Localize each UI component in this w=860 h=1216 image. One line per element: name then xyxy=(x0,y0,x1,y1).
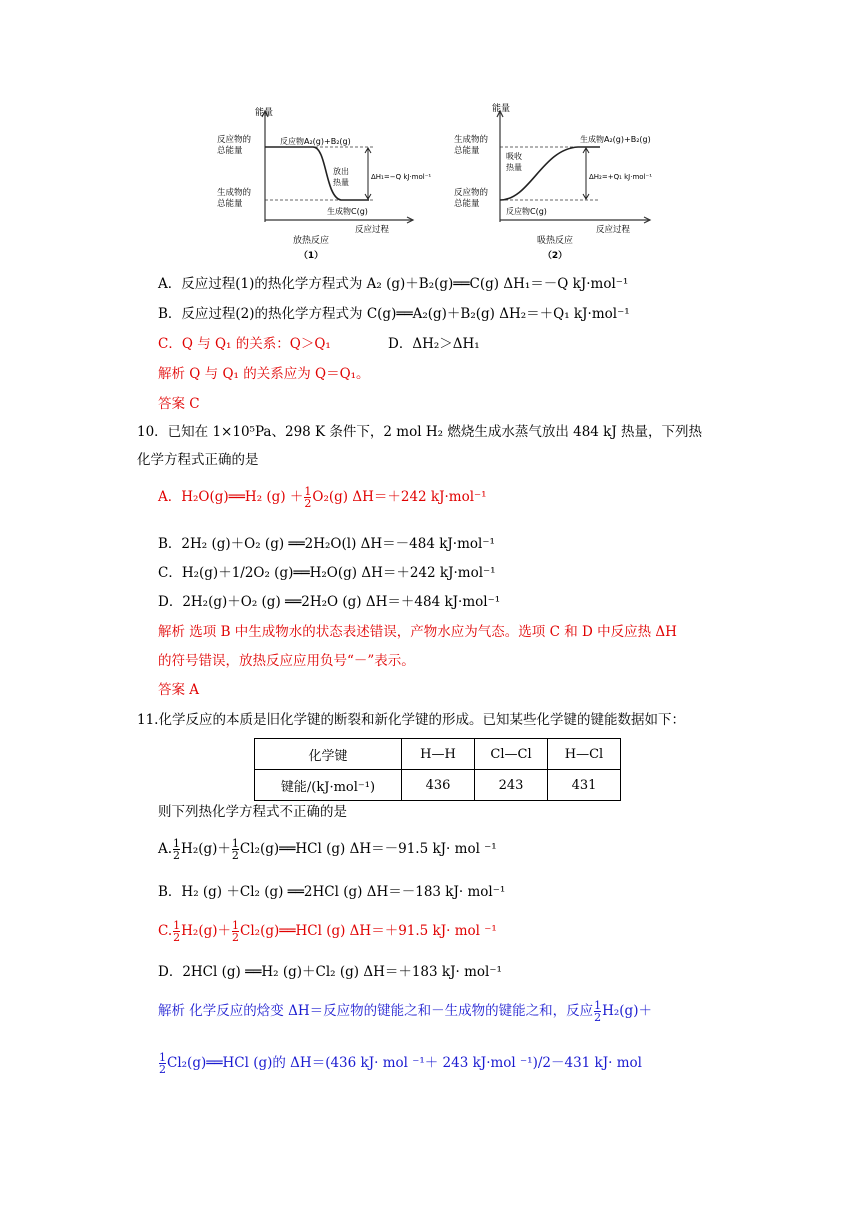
table-cell: H—Cl xyxy=(548,739,621,770)
product-label: 生成物C(g) xyxy=(327,207,368,216)
table-cell: 431 xyxy=(548,770,621,801)
diagram-number: （1） xyxy=(298,251,324,261)
q10-option-d: D．2H₂(g)＋O₂ (g) ══2H₂O (g) ΔH＝＋484 kJ·mol⁻¹ xyxy=(158,594,501,610)
high-energy-label-2: 总能量 xyxy=(454,146,480,156)
q10-option-c: C．H₂(g)＋1/2O₂ (g)══H₂O(g) ΔH＝＋242 kJ·mol⁻¹ xyxy=(158,565,496,581)
absorb-heat-label-2: 热量 xyxy=(506,163,522,172)
high-energy-label-2: 总能量 xyxy=(217,146,243,156)
diagram-caption: 放热反应 xyxy=(292,236,330,246)
delta-h-label: ΔH₂=+Q₁ kJ·mol⁻¹ xyxy=(589,173,653,181)
q10-option-a-pre: A．H₂O(g)══H₂ (g) ＋ xyxy=(158,489,304,505)
fraction-half: $\frac{1}{2}$ xyxy=(173,837,181,862)
q11-option-a: A. $\frac{1}{2}$ H₂(g)＋ $\frac{1}{2}$ Cl₂(g)══HCl (g) ΔH＝－91.5 kJ· mol ⁻¹ xyxy=(158,837,497,862)
table-cell: H—H xyxy=(402,739,475,770)
q11-stem: 11.化学反应的本质是旧化学键的断裂和新化学键的形成。已知某些化学键的键能数据如下： xyxy=(137,712,685,728)
diagram-endothermic xyxy=(450,102,660,264)
delta-h-label: ΔH₁=−Q kJ·mol⁻¹ xyxy=(371,173,432,181)
q9-analysis: 解析 Q 与 Q₁ 的关系应为 Q＝Q₁。 xyxy=(158,366,370,382)
fraction-half: $\frac{1}{2}$ xyxy=(594,999,602,1024)
absorb-heat-label: 吸收 xyxy=(506,152,522,161)
table-row xyxy=(255,770,621,801)
q10-answer: 答案 A xyxy=(158,682,200,698)
fraction-half: $\frac{1}{2}$ xyxy=(231,837,239,862)
release-heat-label: 放出 xyxy=(333,167,349,176)
q10-option-a-post: O₂(g) ΔH＝＋242 kJ·mol⁻¹ xyxy=(312,489,487,505)
fraction-half: $\frac{1}{2}$ xyxy=(173,919,181,944)
table-cell: 436 xyxy=(402,770,475,801)
q11-analysis-2: $\frac{1}{2}$ Cl₂(g)══HCl (g)的 ΔH＝(436 kJ· mol ⁻¹＋ 243 kJ·mol ⁻¹)/2－431 kJ· mol xyxy=(159,1051,642,1076)
reactant-label: 反应物C(g) xyxy=(506,207,547,216)
q9-option-c: C．Q 与 Q₁ 的关系：Q＞Q₁ xyxy=(158,336,331,352)
table-cell: 243 xyxy=(475,770,548,801)
fraction-half: $\frac{1}{2}$ xyxy=(232,919,240,944)
q11-option-b: B．H₂ (g) ＋Cl₂ (g) ══2HCl (g) ΔH＝－183 kJ· mol⁻¹ xyxy=(158,884,506,900)
high-energy-label: 生成物的 xyxy=(454,135,489,145)
q9-option-a: A．反应过程(1)的热化学方程式为 A₂ (g)＋B₂(g)══C(g) ΔH₁＝－Q kJ·mol⁻¹ xyxy=(158,276,629,292)
q10-analysis: 解析 选项 B 中生成物水的状态表述错误，产物水应为气态。选项 C 和 D 中反应热 ΔH xyxy=(158,624,677,640)
table-cell: 化学键 xyxy=(255,739,402,770)
q10-stem: 10．已知在 1×10⁵Pa、298 K 条件下，2 mol H₂ 燃烧生成水蒸气放出 484 kJ 热量，下列热 xyxy=(137,424,703,440)
q9-option-b: B．反应过程(2)的热化学方程式为 C(g)══A₂(g)＋B₂(g) ΔH₂＝＋Q₁ kJ·mol⁻¹ xyxy=(158,306,630,322)
q9-answer: 答案 C xyxy=(158,396,200,412)
low-energy-label: 反应物的 xyxy=(454,188,489,198)
x-axis-label: 反应过程 xyxy=(596,225,631,235)
q10-stem-2: 化学方程式正确的是 xyxy=(137,452,259,468)
release-heat-label-2: 热量 xyxy=(333,178,349,187)
reactant-label: 反应物A₂(g)+B₂(g) xyxy=(280,137,351,146)
q11-option-c: C. $\frac{1}{2}$ H₂(g)＋ $\frac{1}{2}$ Cl₂(g)══HCl (g) ΔH＝＋91.5 kJ· mol ⁻¹ xyxy=(158,919,497,944)
table-cell: Cl—Cl xyxy=(475,739,548,770)
x-axis-label: 反应过程 xyxy=(355,225,390,235)
high-energy-label: 反应物的 xyxy=(217,135,252,145)
fraction-half: $\frac{1}{2}$ xyxy=(304,485,312,510)
q10-option-a xyxy=(158,486,487,509)
low-energy-label-2: 总能量 xyxy=(217,199,243,209)
q11-question: 则下列热化学方程式不正确的是 xyxy=(158,804,347,820)
y-axis-label: 能量 xyxy=(255,108,274,118)
diagram-number: （2） xyxy=(542,251,568,261)
diagram-caption: 吸热反应 xyxy=(536,236,574,246)
fraction-half: $\frac{1}{2}$ xyxy=(159,1051,166,1076)
q11-option-d: D．2HCl (g) ══H₂ (g)＋Cl₂ (g) ΔH＝＋183 kJ· mol⁻¹ xyxy=(158,964,502,980)
q11-analysis: 解析 化学反应的焓变 ΔH＝反应物的键能之和－生成物的键能之和，反应 $\frac{1}{2}$ H₂(g)＋ xyxy=(158,999,652,1024)
table-row xyxy=(255,739,621,770)
bond-energy-table xyxy=(254,738,621,801)
diagram-exothermic xyxy=(215,102,432,264)
q10-option-b: B．2H₂ (g)＋O₂ (g) ══2H₂O(l) ΔH＝－484 kJ·mol⁻¹ xyxy=(158,536,495,552)
q10-analysis-2: 的符号错误，放热反应应用负号“－”表示。 xyxy=(158,653,415,669)
low-energy-label-2: 总能量 xyxy=(454,199,480,209)
table-cell: 键能/(kJ·mol⁻¹) xyxy=(255,770,402,801)
product-label: 生成物A₂(g)+B₂(g) xyxy=(580,135,651,144)
q9-option-d: D．ΔH₂＞ΔH₁ xyxy=(388,336,480,352)
y-axis-label: 能量 xyxy=(492,104,511,114)
low-energy-label: 生成物的 xyxy=(217,188,252,198)
